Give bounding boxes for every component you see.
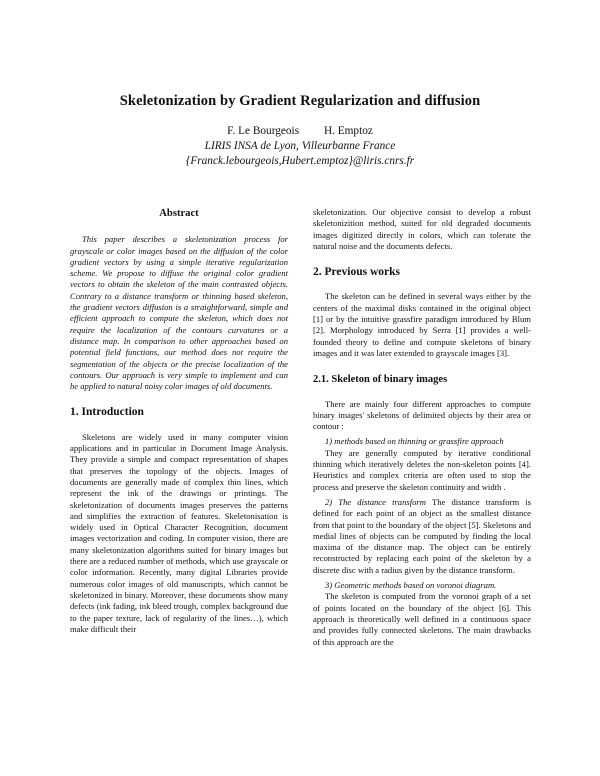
method-2-text: The distance transform is defined for each point of an object as the smallest distance from that point to the boundary of the object [5]. Skeletons and medial lines of objects can be computed by finding the local maxima of the distance map. The object can be entirely reconstructed by replacing each point of the skeleton by a discrete disc with a radius given by the distance transform. (313, 496, 532, 575)
section-heading-previous-works: 2. Previous works (313, 266, 400, 279)
paper-title: Skeletonization by Gradient Regularization and diffusion (119, 93, 481, 109)
method-1-text: They are generally computed by iterative conditional thinning which iteratively deletes the non-skeleton points [4]. Heuristics and complex criteria are often used to stop the process and preserve the skeleton continuity and width . (313, 447, 531, 492)
method-1-title: 1) methods based on thinning or grassfire approach (325, 436, 504, 447)
subsection-heading-binary-skeleton: 2.1. Skeleton of binary images (313, 374, 448, 386)
method-2-title: 2) The distance transform (325, 496, 426, 507)
method-3-title: 3) Geometric methods based on voronoi diagram. (325, 580, 497, 591)
author-emails: {Franck.lebourgeois,Hubert.emptoz}@liris.cnrs.fr (185, 155, 415, 167)
left-column (70, 208, 288, 635)
right-column (313, 207, 531, 648)
author-1: F. Le Bourgeois (227, 125, 300, 137)
abstract-heading: Abstract (159, 208, 199, 219)
introduction-continuation: skeletonization. Our objective consist to develop a robust skeletonizition method, suited for old degraded documents images digitized directly in colors, which can tolerate the natural noise and the documents defects. (313, 207, 531, 251)
authors-line (0, 125, 600, 137)
section-heading-introduction: 1. Introduction (70, 406, 144, 419)
introduction-text: Skeletons are widely used in many computer vision applications and in particular in Document Image Analysis. They provide a simple and compact representation of shapes that preserves the topology of the objects. Images of documents are generally made of complex thin lines, which represent the ink of the drawings or printings. The skeletonization of documents images preserves the patterns and simplifies the extraction of features. Skeletonisation is widely used in Optical Character Recognition, document images vectorization and coding. In computer vision, there are many skeletonization algorithms suited for binary images but there are a reduced number of methods, which use grayscale or color information. Recently, many digital Libraries provide numerous color images of old manuscripts, which cannot be skeletonized in binary. Moreover, these documents show many defects (ink fading, ink bleed trough, complex background due to the paper texture, lack of regularity of the lines…), which make difficult their (70, 431, 288, 634)
previous-works-text: The skeleton can be defined in several ways either by the centers of the maximal disks contained in the original object [1] or by the intuitive grassfire paradigm introduced by Blum [2]. Morphology introduced by Serra [1] provides a well-founded theory to define and compute skeletons of binary images and it was later extended to grayscale images [3]. (313, 291, 531, 358)
method-2-paragraph (313, 497, 531, 576)
method-3-text: The skeleton is computed from the voronoi graph of a set of points located on the boundary of the object [6]. This approach is theoretically well defined in a continuous space and provides fully connected skeletons. The main drawbacks of this approach are the (313, 591, 531, 647)
abstract-text: This paper describes a skeletonization process for grayscale or color images based on the diffusion of the color gradient vectors by using a simple iterative regularization scheme. We propose to diffuse the original color gradient vectors to obtain the skeleton of the main contrasted objects. Contrary to a distance transform or thinning based skeleton, the gradient vectors diffusion is a straightforward, simple and efficient approach to compute the skeleton, which does not require the localization of the contours curvatures or a distance map. In comparison to other approaches based on potential field functions, our method does not require the segmentation of the objects or the precise localization of the contours. Our approach is very simple to implement and can be applied to natural noisy color images of old documents. (70, 234, 288, 392)
affiliation: LIRIS INSA de Lyon, Villeurbanne France (204, 140, 396, 152)
binary-skeleton-intro: There are mainly four different approaches to compute binary images' skeletons of delimited objects by their area or contour : (313, 398, 531, 432)
author-2: H. Emptoz (323, 125, 373, 137)
